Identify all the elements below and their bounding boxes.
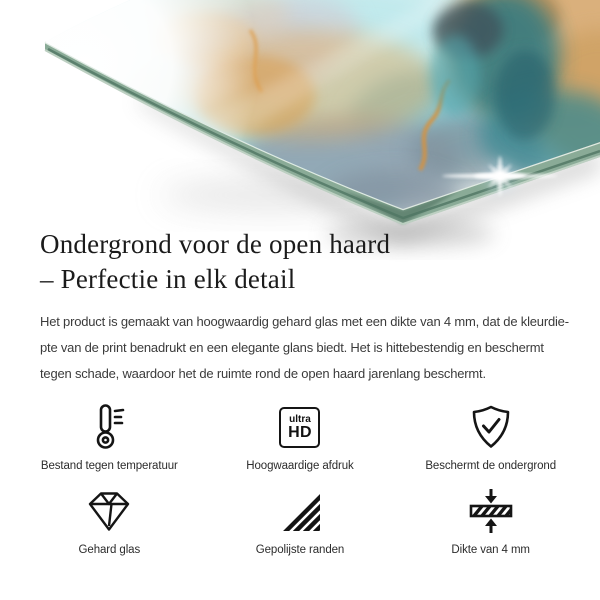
feature-temperature: [41, 398, 178, 472]
page-title-line1: Ondergrond voor de open haard: [40, 229, 391, 259]
feature-print-quality: [246, 398, 353, 472]
description-line: Het product is gemaakt van hoogwaardig gehard glas met een dikte van 4 mm, dat de kleurdie-: [40, 314, 569, 329]
description-line: tegen schade, waardoor het de ruimte rond de open haard jarenlang beschermt.: [40, 366, 486, 381]
ultra-hd-icon-text-bottom: HD: [288, 424, 312, 441]
polished-edges-icon: [277, 488, 323, 534]
feature-label: Bestand tegen temperatuur: [40, 460, 178, 472]
feature-grid: [14, 398, 586, 556]
feature-label: Gehard glas: [78, 544, 141, 556]
thermometer-icon: [92, 403, 126, 451]
diamond-icon: [85, 490, 133, 533]
thickness-press-icon: [467, 488, 515, 534]
feature-label: Hoogwaardige afdruk: [246, 460, 354, 472]
feature-polished-edges: [256, 482, 344, 556]
ultra-hd-icon: [279, 407, 320, 448]
glass-panel-artwork: [0, 0, 600, 250]
feature-label: Gepolijste randen: [255, 544, 345, 556]
page-title: [40, 227, 580, 297]
feature-protection: [425, 398, 556, 472]
product-description: [40, 309, 592, 387]
feature-label: Beschermt de ondergrond: [425, 460, 556, 472]
feature-tempered-glass: [79, 482, 141, 556]
shield-check-icon: [470, 404, 512, 450]
description-line: pte van de print benadrukt en een elegante glans biedt. Het is hittebestendig en beschermt: [40, 340, 544, 355]
feature-thickness: [451, 482, 529, 556]
page-title-line2: – Perfectie in elk detail: [40, 264, 296, 294]
feature-label: Dikte van 4 mm: [451, 544, 530, 556]
ultra-hd-icon-text-top: ultra: [289, 414, 311, 425]
